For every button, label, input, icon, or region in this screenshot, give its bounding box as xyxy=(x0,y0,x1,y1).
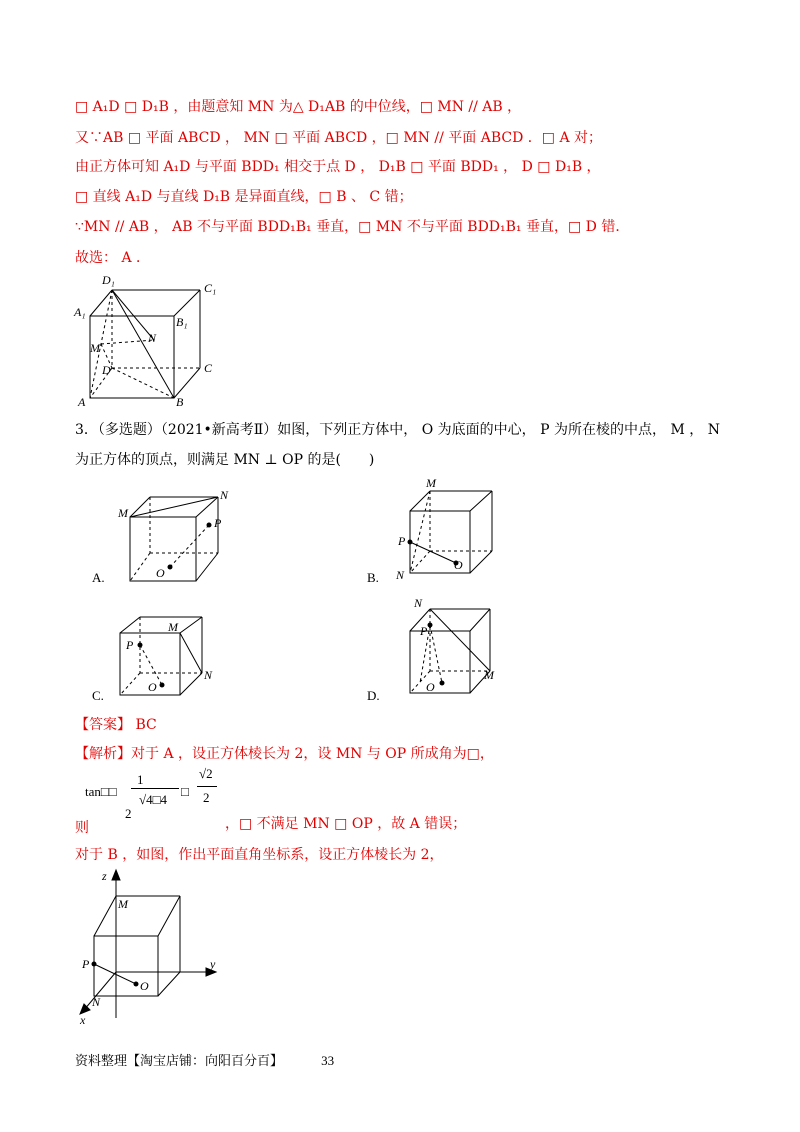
coord-label-N: N xyxy=(92,995,101,1009)
solution-line-6: 故选： A ． xyxy=(75,250,151,266)
label-C1: C₁ xyxy=(204,281,217,295)
solution-line-1: □ A₁D □ D₁B ，由题意知 MN 为△ D₁AB 的中位线，□ MN // AB ， xyxy=(75,99,522,115)
option-c-label: C. xyxy=(92,688,104,703)
label-B: B xyxy=(176,395,184,409)
solution-line-2: 又∵AB □ 平面 ABCD ， MN □ 平面 ABCD ，□ MN // 平面 ABCD ．□ A 对； xyxy=(75,130,603,146)
analysis-line-1: 【解析】对于 A ，设正方体棱长为 2，设 MN 与 OP 所成角为□， xyxy=(75,746,494,762)
d-label-N: N xyxy=(414,596,423,610)
option-a-label: A. xyxy=(92,570,105,585)
formula-den2: 2 xyxy=(125,806,132,821)
analysis-line-3: 对于 B ，如图，作出平面直角坐标系，设正方体棱长为 2， xyxy=(75,847,444,863)
cube-figure xyxy=(72,270,222,410)
b-label-O: O xyxy=(454,558,463,572)
d-label-P: P xyxy=(420,624,428,638)
coord-label-y: y xyxy=(210,957,216,971)
solution-line-4: □ 直线 A₁D 与直线 D₁B 是异面直线，□ B 、 C 错； xyxy=(75,189,413,205)
footer-source: 资料整理【淘宝店铺：向阳百分百】 xyxy=(75,1054,284,1069)
formula-den: √4□4 xyxy=(139,792,167,807)
c-label-O: O xyxy=(148,680,157,694)
option-a-figure xyxy=(110,485,240,585)
c-label-P: P xyxy=(126,638,134,652)
d-label-M: M xyxy=(484,668,494,682)
option-b-label: B. xyxy=(367,570,379,585)
coordinate-figure xyxy=(72,868,232,1028)
option-d-figure xyxy=(390,595,510,700)
label-D: D xyxy=(102,363,111,377)
label-D1: D₁ xyxy=(102,273,115,287)
d-label-O: O xyxy=(426,680,435,694)
page-number: 33 xyxy=(321,1053,335,1068)
formula-num: 1 xyxy=(137,772,144,787)
coord-label-x: x xyxy=(80,1013,86,1027)
label-A1: A₁ xyxy=(74,305,86,319)
a-label-O: O xyxy=(156,566,165,580)
b-label-N: N xyxy=(396,568,405,582)
option-b-figure xyxy=(390,475,510,585)
formula-r-den: 2 xyxy=(203,790,210,805)
analysis-line-2: ，□ 不满足 MN □ OP ，故 A 错误； xyxy=(225,816,467,832)
label-C: C xyxy=(204,361,213,375)
c-label-M: M xyxy=(168,620,178,634)
c-label-N: N xyxy=(204,668,213,682)
a-label-P: P xyxy=(214,516,222,530)
label-A: A xyxy=(78,395,86,409)
solution-line-3: 由正方体可知 A₁D 与平面 BDD₁ 相交于点 D ， D₁B □ 平面 BDD₁ ， D □ D₁B ， xyxy=(75,159,601,175)
a-label-M: M xyxy=(118,506,128,520)
question-line-2: 为正方体的顶点，则满足 MN ⊥ OP 的是( ) xyxy=(75,452,375,468)
answer: 【答案】 BC xyxy=(75,717,157,733)
coord-label-O: O xyxy=(140,979,149,993)
footer xyxy=(75,1050,334,1069)
formula-mid: □ xyxy=(181,784,189,799)
question-line-1: 3．（多选题）（2021•新高考Ⅱ）如图，下列正方体中， O 为底面的中心， P 为所在棱的中点， M ， N xyxy=(75,422,720,438)
formula-r-num: √2 xyxy=(199,766,213,781)
formula-tan: tan□□ xyxy=(85,784,117,799)
coord-label-P: P xyxy=(82,957,90,971)
coord-label-z: z xyxy=(102,869,107,883)
solution-line-5: ∵MN // AB ， AB 不与平面 BDD₁B₁ 垂直，□ MN 不与平面 BDD₁B₁ 垂直，□ D 错． xyxy=(75,219,630,235)
label-B1: B₁ xyxy=(176,315,188,329)
option-c-figure xyxy=(110,605,230,705)
label-N: N xyxy=(148,331,157,345)
a-label-N: N xyxy=(220,488,229,502)
coord-label-M: M xyxy=(118,897,128,911)
option-d-label: D. xyxy=(367,688,380,703)
analysis-ze: 则 xyxy=(75,820,89,836)
b-label-M: M xyxy=(426,476,436,490)
label-M: M xyxy=(90,341,100,355)
b-label-P: P xyxy=(398,534,406,548)
